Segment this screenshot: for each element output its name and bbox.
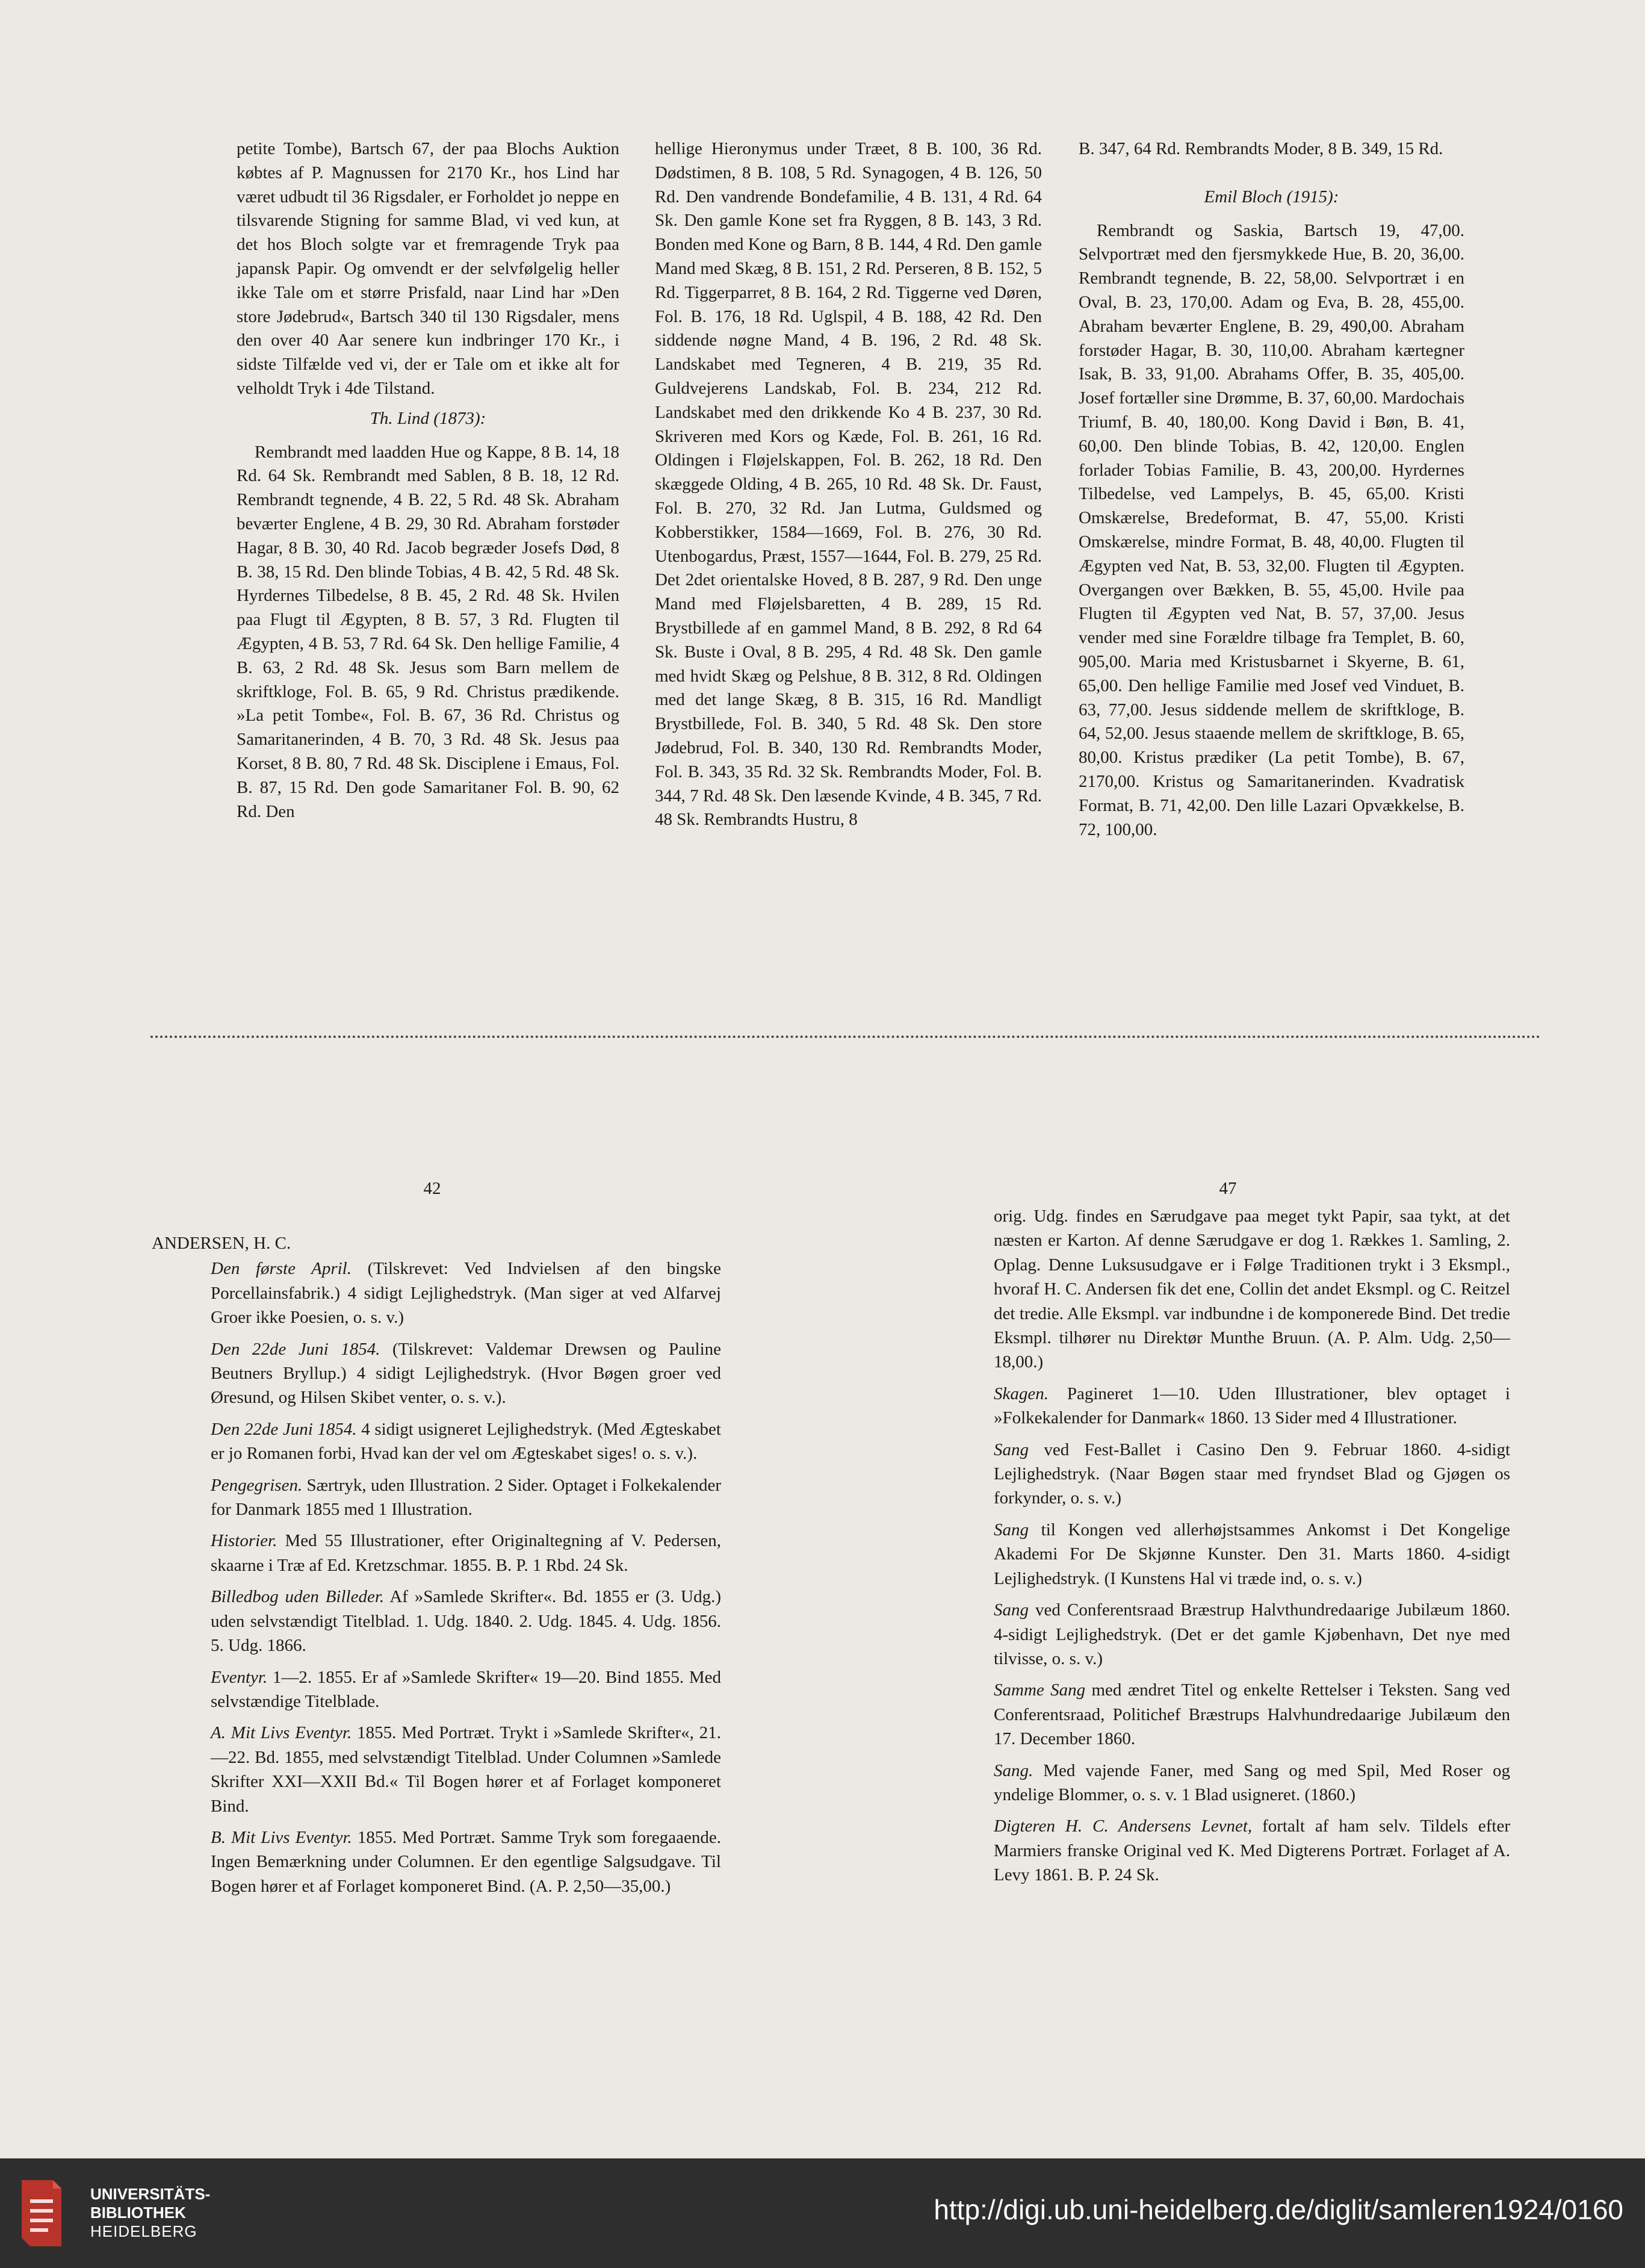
bibliography-entry bbox=[994, 1204, 1510, 1375]
bibliography-column-right bbox=[994, 1204, 1510, 1895]
bibliography-entry bbox=[994, 1598, 1510, 1671]
section-heading: Th. Lind (1873): bbox=[370, 408, 486, 428]
bibliography-entry bbox=[994, 1759, 1510, 1807]
section-heading: Emil Bloch (1915): bbox=[1204, 187, 1339, 207]
entry-title: Den 22de Juni 1854. bbox=[211, 1339, 380, 1359]
dotted-separator bbox=[150, 1036, 1541, 1038]
bibliography-entry bbox=[211, 1257, 721, 1329]
entry-text: ved Fest-Ballet i Casino Den 9. Februar 1860. 4-sidigt Lejlighedstryk. (Naar Bøgen staar med fryndset Blad og Gjøgen os forkynder, o. s. v.) bbox=[994, 1440, 1510, 1508]
top-text-column-2 bbox=[655, 137, 1042, 832]
bibliography-entry bbox=[211, 1825, 721, 1898]
library-name bbox=[90, 2185, 210, 2241]
paragraph: petite Tombe), Bartsch 67, der paa Blochs Auktion købtes af P. Magnussen for 2170 Kr., hos Lind har været udbudt til 36 Rigsdaler, er Forholdet jo neppe en tilsvarende Stigning for samme Blad, vi ved kun, at det hos Bloch solgte var et fremragende Tryk paa japansk Papir. Og omvendt er der selvfølgelig heller ikke Tale om et større Prisfald, naar Lind har »Den store Jødebrud«, Bartsch 340 til 130 Rigsdaler, mens den over 40 Aar senere kun indbringer 170 Kr., i sidste Tilfælde ved vi, der er Tale om et ikke alt for velholdt Tryk i 4de Tilstand. bbox=[237, 139, 619, 398]
entry-title: B. Mit Livs Eventyr. bbox=[211, 1827, 352, 1847]
entry-title: Sang bbox=[994, 1600, 1029, 1620]
entry-text: Pagineret 1—10. Uden Illustrationer, blev optaget i »Folkekalender for Danmark« 1860. 13 Sider med 4 Illustrationer. bbox=[994, 1384, 1510, 1428]
entry-title: Eventyr. bbox=[211, 1667, 268, 1687]
bibliography-entry bbox=[211, 1417, 721, 1466]
paragraph: hellige Hieronymus under Træet, 8 B. 100, 36 Rd. Dødstimen, 8 B. 108, 5 Rd. Synagogen, 4 B. 126, 50 Rd. Den vandrende Bondefamilie, 4 B. 131, 4 Rd. 64 Sk. Den gamle Kone set fra Ryggen, 8 B. 143, 3 Rd. Bonden med Kone og Barn, 8 B. 144, 4 Rd. Den gamle Mand med Skæg, 8 B. 151, 2 Rd. Perseren, 8 B. 152, 5 Rd. Tiggerparret, 8 B. 164, 2 Rd. Tiggerne ved Døren, Fol. B. 176, 18 Rd. Uglspil, 4 B. 188, 42 Rd. Den siddende nøgne Mand, 4 B. 196, 2 Rd. 48 Sk. Landskabet med Tegneren, 4 B. 219, 35 Rd. Guldvejerens Landskab, Fol. B. 234, 212 Rd. Landskabet med den drikkende Ko 4 B. 237, 30 Rd. Skriveren med Kors og Kæde, Fol. B. 261, 16 Rd. Oldingen i Fløjelskappen, Fol. B. 262, 18 Rd. Den skæggede Olding, 4 B. 265, 10 Rd. 48 Sk. Dr. Faust, Fol. B. 270, 32 Rd. Jan Lutma, Guldsmed og Kobberstikker, 1584—1669, Fol. B. 276, 30 Rd. Utenbogardus, Præst, 1557—1644, Fol. B. 279, 25 Rd. Det 2det orientalske Hoved, 8 B. 287, 9 Rd. Den unge Mand med Fløjelsbaretten, 4 B. 289, 15 Rd. Brystbillede af en gammel Mand, 8 B. 292, 8 Rd 64 Sk. Buste i Oval, 8 B. 295, 4 Rd. 48 Sk. Den gamle med hvidt Skæg og Pelshue, 8 B. 312, 8 Rd. Oldingen med det lange Skæg, 8 B. 315, 16 Rd. Mandligt Brystbillede, Fol. B. 340, 5 Rd. 48 Sk. Den store Jødebrud, Fol. B. 340, 130 Rd. Rembrandts Moder, Fol. B. 343, 35 Rd. 32 Sk. Rembrandts Moder, Fol. B. 344, 7 Rd. 48 Sk. Den læsende Kvinde, 4 B. 345, 7 Rd. 48 Sk. Rembrandts Hustru, 8 bbox=[655, 139, 1042, 830]
bibliography-entry bbox=[211, 1473, 721, 1522]
entry-text: fortalt af ham selv. Tildels efter Marmiers franske Original ved K. Med Digterens Portræt. Forlaget af A. Levy 1861. B. P. 24 Sk. bbox=[994, 1816, 1511, 1885]
bibliography-entry bbox=[994, 1382, 1510, 1431]
bibliography-entry bbox=[211, 1585, 721, 1658]
page-number-right: 47 bbox=[1219, 1179, 1237, 1198]
entry-title: Skagen. bbox=[994, 1384, 1049, 1403]
page-number-left: 42 bbox=[423, 1179, 441, 1198]
entry-title: Samme Sang bbox=[994, 1680, 1086, 1700]
heidelberg-library-logo-icon[interactable] bbox=[17, 2175, 83, 2251]
entry-text: (Tilskrevet: Ved Indvielsen af den bingske Porcellainsfabrik.) 4 sidigt Lejlighedstryk. (Man siger at ved Alfarvej Groer ikke Poesien, o. s. v.) bbox=[211, 1259, 721, 1328]
entry-text: ved Conferentsraad Bræstrup Halvthundredaarige Jubilæum 1860. 4-sidigt Lejlighedstryk. (Det er det gamle Kjøbenhavn, Det nye med tilvisse, o. s. v.) bbox=[994, 1600, 1510, 1668]
library-name-line-3: HEIDELBERG bbox=[90, 2222, 197, 2240]
entry-title: Pengegrisen. bbox=[211, 1475, 303, 1495]
author-heading: ANDERSEN, H. C. bbox=[152, 1234, 291, 1253]
paragraph: Rembrandt med laadden Hue og Kappe, 8 B. 14, 18 Rd. 64 Sk. Rembrandt med Sablen, 8 B. 18, 12 Rd. Rembrandt tegnende, 4 B. 22, 5 Rd. 48 Sk. Abraham beværter Englene, 4 B. 29, 30 Rd. Abraham forstøder Hagar, 8 B. 30, 40 Rd. Jacob begræder Josefs Død, 8 B. 38, 15 Rd. Den blinde Tobias, 4 B. 42, 5 Rd. 48 Sk. Hyrdernes Tilbedelse, 8 B. 45, 2 Rd. 48 Sk. Hvilen paa Flugt til Ægypten, 8 B. 57, 3 Rd. Flugten til Ægypten, 4 B. 53, 7 Rd. 64 Sk. Den hellige Familie, 4 B. 63, 2 Rd. 48 Sk. Jesus som Barn mellem de skriftkloge, Fol. B. 65, 9 Rd. Christus prædikende. »La petit Tombe«, Fol. B. 67, 36 Rd. Christus og Samaritanerinden, 4 B. 70, 3 Rd. 48 Sk. Jesus paa Korset, 8 B. 80, 7 Rd. 48 Sk. Disciplene i Emaus, Fol. B. 87, 15 Rd. Den gode Samaritaner Fol. B. 90, 62 Rd. Den bbox=[237, 442, 619, 821]
library-footer-bar bbox=[0, 2158, 1645, 2268]
entry-text: Med 55 Illustrationer, efter Originaltegning af V. Pedersen, skaarne i Træ af Ed. Kretzschmar. 1855. B. P. 1 Rbd. 24 Sk. bbox=[211, 1531, 721, 1575]
entry-text: orig. Udg. findes en Særudgave paa meget tykt Papir, saa tykt, at det næsten er Karton. Af denne Særudgave er dog 1. Rækkes 1. Samling, 2. Oplag. Denne Luksusudgave er i Følge Traditionen trykt i 3 Eksmpl., hvoraf H. C. Andersen fik det ene, Collin det andet Eksmpl. og C. Reitzel det tredie. Alle Eksmpl. var indbundne i de komponerede Bind. Det tredie Eksmpl. tilhører nu Direktør Munthe Bruun. (A. P. Alm. Udg. 2,50—18,00.) bbox=[994, 1207, 1510, 1372]
entry-title: Sang bbox=[994, 1440, 1029, 1459]
entry-title: Billedbog uden Billeder. bbox=[211, 1587, 385, 1607]
bibliography-entry bbox=[211, 1337, 721, 1410]
entry-title: Den første April. bbox=[211, 1259, 352, 1279]
entry-title: A. Mit Livs Eventyr. bbox=[211, 1723, 352, 1743]
paragraph: B. 347, 64 Rd. Rembrandts Moder, 8 B. 349, 15 Rd. bbox=[1079, 139, 1443, 158]
entry-text: (Tilskrevet: Valdemar Drewsen og Pauline Beutners Bryllup.) 4 sidigt Lejlighedstryk. (Hvor Bøgen groer ved Øresund, og Hilsen Skibet venter, o. s. v.). bbox=[211, 1339, 721, 1408]
entry-text: Særtryk, uden Illustration. 2 Sider. Optaget i Folkekalender for Danmark 1855 med 1 Illustration. bbox=[211, 1475, 721, 1520]
top-text-column-3 bbox=[1079, 137, 1464, 842]
bibliography-entry bbox=[994, 1678, 1510, 1751]
top-text-column-1 bbox=[237, 137, 619, 824]
entry-text: 1855. Med Portræt. Trykt i »Samlede Skrifter«, 21.—22. Bd. 1855, med selvstændigt Titelblad. Under Columnen »Samlede Skrifter XXI—XXII Bd.« Til Bogen hører et af Forlaget komponeret Bind. bbox=[211, 1723, 721, 1816]
permalink-url[interactable]: http://digi.ub.uni-heidelberg.de/diglit/samleren1924/0160 bbox=[934, 2194, 1623, 2225]
entry-text: til Kongen ved allerhøjstsammes Ankomst i Det Kongelige Akademi For De Skjønne Kunster. Den 31. Marts 1860. 4-sidigt Lejlighedstryk. (I Kunstens Hal vi træde ind, o. s. v.) bbox=[994, 1520, 1510, 1588]
library-name-line-2: BIBLIOTHEK bbox=[90, 2204, 186, 2222]
bibliography-entry bbox=[994, 1814, 1510, 1887]
entry-text: 1—2. 1855. Er af »Samlede Skrifter« 19—20. Bind 1855. Med selvstændige Titelblade. bbox=[211, 1667, 721, 1711]
entry-text: 1855. Med Portræt. Samme Tryk som foregaaende. Ingen Bemærkning under Columnen. Er den egentlige Salgsudgave. Til Bogen hører et af Forlaget komponeret Bind. (A. P. 2,50—35,00.) bbox=[211, 1827, 721, 1896]
bibliography-entry bbox=[994, 1438, 1510, 1511]
entry-text: Med vajende Faner, med Sang og med Spil, Med Roser og yndelige Blommer, o. s. v. 1 Blad usigneret. (1860.) bbox=[994, 1760, 1510, 1804]
bibliography-entry bbox=[211, 1665, 721, 1714]
entry-text: Af »Samlede Skrifter«. Bd. 1855 er (3. Udg.) uden selvstændigt Titelblad. 1. Udg. 1840. 2. Udg. 1845. 4. Udg. 1856. 5. Udg. 1866. bbox=[211, 1587, 721, 1656]
entry-title: Sang bbox=[994, 1520, 1029, 1539]
bibliography-column-left bbox=[152, 1231, 721, 1906]
entry-title: Sang. bbox=[994, 1760, 1033, 1780]
entry-title: Historier. bbox=[211, 1531, 277, 1551]
entry-list-right bbox=[994, 1204, 1510, 1887]
paragraph: Rembrandt og Saskia, Bartsch 19, 47,00. Selvportræt med den fjersmykkede Hue, B. 20, 36,00. Rembrandt tegnende, B. 22, 58,00. Selvportræt i en Oval, B. 23, 170,00. Adam og Eva, B. 28, 455,00. Abraham beværter Englene, B. 29, 490,00. Abraham forstøder Hagar, B. 30, 110,00. Abraham kærtegner Isak, B. 33, 91,00. Abrahams Offer, B. 35, 405,00. Josef fortæller sine Drømme, B. 37, 60,00. Mardochais Triumf, B. 40, 180,00. Kong David i Bøn, B. 41, 60,00. Den blinde Tobias, B. 42, 120,00. Englen forlader Tobias Familie, B. 43, 200,00. Hyrdernes Tilbedelse, ved Lampelys, B. 45, 65,00. Kristi Omskærelse, Bredeformat, B. 47, 55,00. Kristi Omskærelse, mindre Format, B. 48, 40,00. Flugten til Ægypten ved Nat, B. 53, 32,00. Flugten til Ægypten. Overgangen over Bækken, B. 55, 45,00. Hvile paa Flugten til Ægypten ved Nat, B. 57, 37,00. Jesus vender med sine Forældre tilbage fra Templet, B. 60, 905,00. Maria med Kristusbarnet i Skyerne, B. 61, 65,00. Den hellige Familie med Josef ved Vinduet, B. 63, 77,00. Jesus siddende mellem de skriftkloge, B. 64, 52,00. Jesus staaende mellem de skriftkloge, B. 65, 80,00. Kristus prædiker (La petit Tombe), B. 67, 2170,00. Kristus og Samaritanerinden. Kvadratisk Format, B. 71, 42,00. Den lille Lazari Opvækkelse, B. 72, 100,00. bbox=[1079, 220, 1464, 839]
bibliography-entry bbox=[211, 1529, 721, 1577]
entry-title: Digteren H. C. Andersens Levnet, bbox=[994, 1816, 1253, 1836]
entry-list-left bbox=[211, 1257, 721, 1898]
entry-text: med ændret Titel og enkelte Rettelser i Teksten. Sang ved Conferentsraad, Politichef Bræstrups Halvhundredaarige Jubilæum den 17. December 1860. bbox=[994, 1680, 1510, 1749]
entry-title: Den 22de Juni 1854. bbox=[211, 1419, 357, 1439]
library-name-line-1: UNIVERSITÄTS- bbox=[90, 2185, 211, 2203]
bibliography-entry bbox=[994, 1518, 1510, 1591]
entry-text: 4 sidigt usigneret Lejlighedstryk. (Med Ægteskabet er jo Romanen forbi, Hvad kan der vel om Ægteskabet siges! o. s. v.). bbox=[211, 1419, 721, 1464]
bibliography-entry bbox=[211, 1721, 721, 1818]
